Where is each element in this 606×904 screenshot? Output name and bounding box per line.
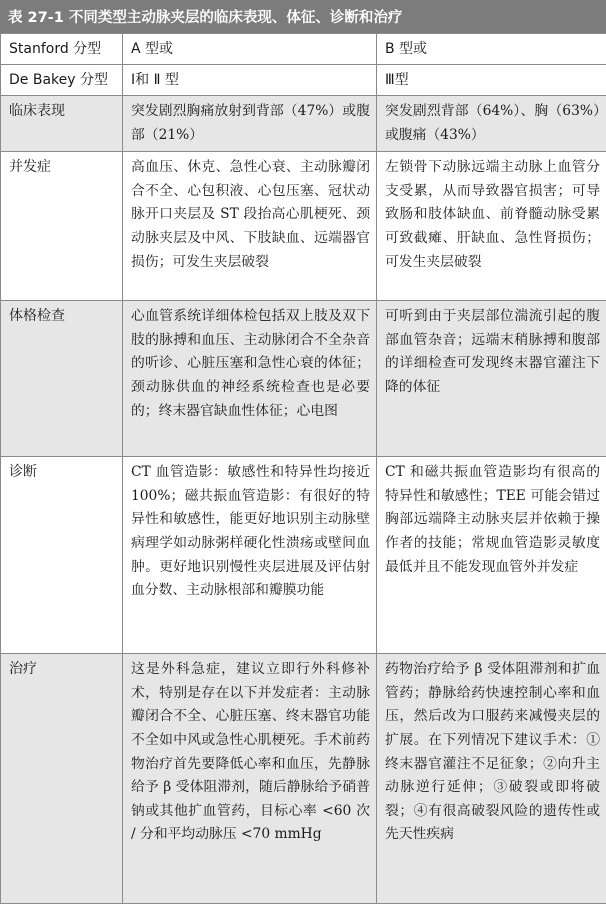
table-title: 表 27-1 不同类型主动脉夹层的临床表现、体征、诊断和治疗 [0, 0, 606, 33]
debakey-label: De Bakey 分型 [1, 65, 123, 96]
cell-complications-b: 左锁骨下动脉远端主动脉上血管分支受累，从而导致器官损害；可导致肠和肢体缺血、前脊髓动脉受累可致截瘫、肝缺血、急性肾损伤；可发生夹层破裂 [377, 152, 606, 301]
cell-exam-b: 可听到由于夹层部位湍流引起的腹部血管杂音；远端末稍脉搏和腹部的详细检查可发现终末器官灌注下降的体征 [377, 301, 606, 457]
row-label-clinical: 临床表现 [1, 96, 123, 152]
stanford-type-b: B 型或 [377, 34, 606, 65]
cell-treatment-a: 这是外科急症，建议立即行外科修补术，特别是存在以下并发症者：主动脉瓣闭合不全、心脏压塞、终末器官功能不全如中风或急性心肌梗死。手术前药物治疗首先要降低心率和血压，先静脉给予 β 受体阻滞剂，随后静脉给予硝普钠或其他扩血管药，目标心率 <60 次 / 分和平均动脉压 <70 mmHg [123, 654, 377, 904]
row-label-treatment: 治疗 [1, 654, 123, 904]
cell-diagnosis-a: CT 血管造影：敏感性和特异性均接近 100%；磁共振血管造影：有很好的特异性和敏感性，能更好地识别主动脉壁病理学如动脉粥样硬化性溃疡或壁间血肿。更好地识别慢性夹层进展及评估射血分数、主动脉根部和瓣膜功能 [123, 457, 377, 654]
row-label-complications: 并发症 [1, 152, 123, 301]
cell-diagnosis-b: CT 和磁共振血管造影均有很高的特异性和敏感性；TEE 可能会错过胸部远端降主动脉夹层并依赖于操作者的技能；常规血管造影灵敏度最低并且不能发现血管外并发症 [377, 457, 606, 654]
header-row-debakey [1, 65, 606, 96]
row-label-exam: 体格检查 [1, 301, 123, 457]
cell-complications-a: 高血压、休克、急性心衰、主动脉瓣闭合不全、心包积液、心包压塞、冠状动脉开口夹层及 ST 段抬高心肌梗死、颈动脉夹层及中风、下肢缺血、远端器官损伤；可发生夹层破裂 [123, 152, 377, 301]
header-row-stanford [1, 34, 606, 65]
cell-exam-a: 心血管系统详细体检包括双上肢及双下肢的脉搏和血压、主动脉闭合不全杂音的听诊、心脏压塞和急性心衰的体征；颈动脉供血的神经系统检查也是必要的；终末器官缺血性体征；心电图 [123, 301, 377, 457]
table-row [1, 96, 606, 152]
cell-clinical-b: 突发剧烈背部（64%）、胸（63%）或腹痛（43%） [377, 96, 606, 152]
table-row [1, 654, 606, 904]
table-row [1, 152, 606, 301]
stanford-label: Stanford 分型 [1, 34, 123, 65]
table-row [1, 457, 606, 654]
cell-clinical-a: 突发剧烈胸痛放射到背部（47%）或腹部（21%） [123, 96, 377, 152]
cell-treatment-b: 药物治疗给予 β 受体阻滞剂和扩血管药；静脉给药快速控制心率和血压，然后改为口服药来减慢夹层的扩展。在下列情况下建议手术：①终末器官灌注不足征象；②向升主动脉逆行延伸；③破裂或即将破裂；④有很高破裂风险的遗传性或先天性疾病 [377, 654, 606, 904]
debakey-type-a: Ⅰ和 Ⅱ 型 [123, 65, 377, 96]
aortic-dissection-table [0, 33, 606, 904]
debakey-type-b: Ⅲ型 [377, 65, 606, 96]
table-row [1, 301, 606, 457]
row-label-diagnosis: 诊断 [1, 457, 123, 654]
stanford-type-a: A 型或 [123, 34, 377, 65]
